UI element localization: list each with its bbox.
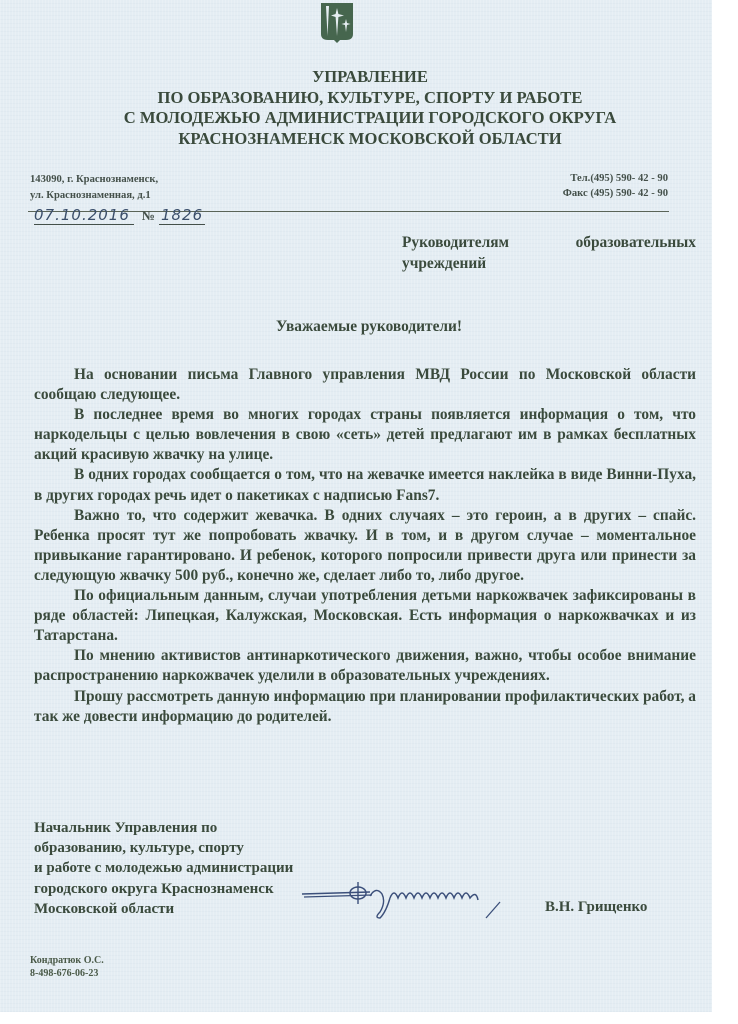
registration-date: 07.10.2016	[34, 206, 134, 225]
executor-name: Кондратюк О.С.	[30, 955, 104, 966]
address-line: ул. Краснознаменная, д.1	[30, 190, 151, 201]
position-line: образованию, культуре, спорту	[34, 840, 244, 857]
addressee-word: образовательных	[575, 234, 696, 251]
phone-number: Тел.(495) 590- 42 - 90	[570, 173, 668, 184]
address-line: 143090, г. Краснознаменск,	[30, 174, 159, 185]
position-line: городского округа Краснознаменск	[34, 880, 274, 897]
registration-line	[34, 206, 205, 225]
body-paragraph: В последнее время во многих городах страны появляется информация о том, что наркодельцы с целью вовлечения в свою «сеть» детей предлагают им в рамках бесплатных акций красивую жвачку на улице.	[34, 406, 696, 464]
letterhead-line: С МОЛОДЕЖЬЮ АДМИНИСТРАЦИИ ГОРОДСКОГО ОКРУГА	[123, 108, 617, 127]
body-paragraph: Прошу рассмотреть данную информацию при планировании профилактических работ, а так же довести информацию до родителей.	[34, 687, 696, 725]
signatory-name: В.Н. Грищенко	[545, 899, 648, 915]
handwritten-signature	[300, 868, 550, 928]
coat-of-arms-icon	[320, 2, 354, 44]
fax-number: Факс (495) 590- 42 - 90	[562, 188, 668, 199]
letter-body	[34, 365, 696, 727]
body-paragraph: Важно то, что содержит жевачка. В одних случаях – это героин, а в других – спайс. Ребенка просят тут же попробовать жвачку. И в том, и в другом случае – моментальное привыкание гарантировано. И ребенок, которого попросили привести друга или принести за следующую жвачку 500 руб., конечно же, сделает либо то, либо другое.	[34, 506, 696, 584]
body-paragraph: По мнению активистов антинаркотического движения, важно, чтобы особое внимание распространению наркожвачек уделили в образовательных учреждениях.	[34, 647, 696, 685]
addressee-line: учреждений	[402, 255, 487, 272]
addressee-word: Руководителям	[402, 234, 510, 251]
executor-info	[30, 954, 104, 980]
letterhead-line: УПРАВЛЕНИЕ	[312, 67, 428, 86]
executor-phone: 8-498-676-06-23	[30, 968, 99, 979]
number-sign: №	[141, 208, 155, 223]
body-paragraph: По официальным данным, случаи употребления детьми наркожвачек зафиксированы в ряде областей: Липецкая, Калужская, Московская. Есть информация о наркожвачках и из Татарстана.	[34, 587, 696, 645]
letterhead-line: КРАСНОЗНАМЕНСК МОСКОВСКОЙ ОБЛАСТИ	[178, 128, 562, 148]
letterhead-title	[90, 67, 650, 149]
postal-address	[30, 172, 158, 204]
body-paragraph: В одних городах сообщается о том, что на жевачке имеется наклейка в виде Винни-Пуха, в других городах речь идет о пакетиках с надписью Fans7.	[34, 466, 696, 504]
position-line: и работе с молодежью администрации	[34, 860, 294, 877]
addressee	[402, 232, 696, 274]
contact-numbers	[563, 171, 668, 201]
position-line: Начальник Управления по	[34, 820, 218, 836]
greeting: Уважаемые руководители!	[275, 318, 463, 335]
letterhead-line: ПО ОБРАЗОВАНИЮ, КУЛЬТУРЕ, СПОРТУ И РАБОТЕ	[157, 87, 583, 107]
signatory-position	[34, 818, 334, 919]
registration-number: 1826	[160, 206, 204, 224]
body-paragraph: На основании письма Главного управления МВД России по Московской области сообщаю следующее.	[34, 366, 696, 404]
position-line: Московской области	[34, 900, 175, 917]
